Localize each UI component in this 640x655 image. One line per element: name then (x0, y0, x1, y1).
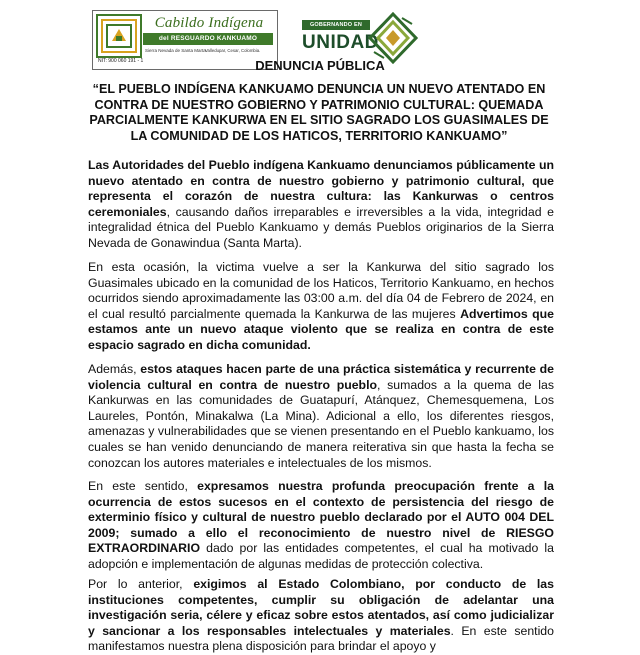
paragraph-5-text-b: . En este sentido manifestamos nuestra plena disposición para brindar el apoyo y (88, 623, 554, 654)
cabildo-location: Sierra Nevada de Santa Marta (145, 48, 206, 53)
paragraph-4-text-b: dado por las entidades competentes, el cual ha motivado la adopción e implementación de algunas medidas de protección colectiva. (88, 541, 554, 571)
cabildo-name: Cabildo Indígena (154, 15, 264, 31)
document-subtitle: “EL PUEBLO INDÍGENA KANKUAMO DENUNCIA UN NUEVO ATENTADO EN CONTRA DE NUESTRO GOBIERNO Y PATRIMONIO CULTURAL: QUEMADA PARCIALMENTE KANKURWA EN EL SITIO SAGRADO LOS GUASIMALES DE LA COMUNIDAD DE LOS HATICOS, TERRITORIO KANKUAMO” (89, 82, 549, 143)
paragraph-3-bold: estos ataques hacen parte de una práctica sistemática y recurrente de violencia cultural en contra de nuestro pueblo (88, 362, 554, 392)
paragraph-3-text-b: , sumados a la quema de las Kankurwas en las comunidades de Guatapurí, Atánquez, Chemesquemena, Los Laureles, Pontón, Minakalwa (La Mina). Adicional a ello, los diferentes riesgos, amenazas y vulnerabilidades que se vienen presentando en el Pueblo kankuamo, los cuales se han venido denunciando de manera reiterativa sin que hasta la fecha se conozcan los autores materiales e intelectuales de los mismos. (88, 377, 554, 470)
paragraph-5 (88, 577, 554, 655)
cabildo-address: Valledupar, Cesar, Colombia. (205, 48, 261, 53)
paragraph-3 (88, 362, 554, 471)
paragraph-2-bold: Advertimos que estamos ante un nuevo ataque violento que se realiza en contra de este espacio sagrado en dicha comunidad. (88, 306, 554, 352)
paragraph-5-text-a: Por lo anterior, (88, 577, 194, 591)
paragraph-5-bold: exigimos al Estado Colombiano, por conducto de las instituciones competentes, cumplir su obligación de adelantar una investigación seria, célere y eficaz sobre estos atentados, así como judicializar y sancionar a los responsables intelectuales y materiales (88, 577, 554, 638)
unidad-mark-icon (368, 12, 418, 64)
unidad-word: UNIDAD (302, 32, 379, 53)
paragraph-4-bold: expresamos nuestra profunda preocupación frente a la ocurrencia de estos sucesos en el contexto de persistencia del riesgo de exterminio físico y cultural de nuestro pueblo declarado por el AUTO 004 DEL 2009; sumado a ello el reconocimiento de nuestro nivel de RIESGO EXTRAORDINARIO (88, 479, 555, 556)
paragraph-4 (88, 479, 554, 573)
paragraph-1-bold: Las Autoridades del Pueblo indígena Kankuamo denunciamos públicamente un nuevo atentado en contra de nuestro gobierno y patrimonio cultural, que representa el corazón de nuestra cultura: las Kankurwas o centros ceremoniales (88, 158, 554, 219)
cabildo-resguardo-band: del RESGUARDO KANKUAMO (143, 33, 273, 45)
paragraph-2-text: En esta ocasión, la victima vuelve a ser la Kankurwa del sitio sagrado los Guasimales ubicado en la comunidad de los Haticos, Territorio Kankuamo, en hechos ocurridos siendo aproximadamente las 03:00 a.m. del día 04 de Febrero de 2024, en el cual resultó parcialmente quemada la Kankurwa de las mujeres (88, 260, 554, 321)
cabildo-emblem-icon (96, 14, 142, 58)
paragraph-2 (88, 260, 554, 354)
cabildo-nit: NIT: 900 060 191 - 1 (98, 58, 144, 64)
paragraph-3-text-a: Además, (88, 362, 141, 376)
unidad-band: GOBERNANDO EN (302, 20, 370, 30)
paragraph-4-text-a: En este sentido, (88, 479, 198, 493)
document-title: DENUNCIA PÚBLICA (255, 58, 385, 73)
paragraph-1-text: , causando daños irreparables e irreversibles a la vida, integridad e integralidad étnica del Pueblo Kankuamo y demás Pueblos originarios de la Sierra Nevada de Gonawindua (Santa Marta). (88, 204, 554, 250)
paragraph-1 (88, 158, 554, 252)
